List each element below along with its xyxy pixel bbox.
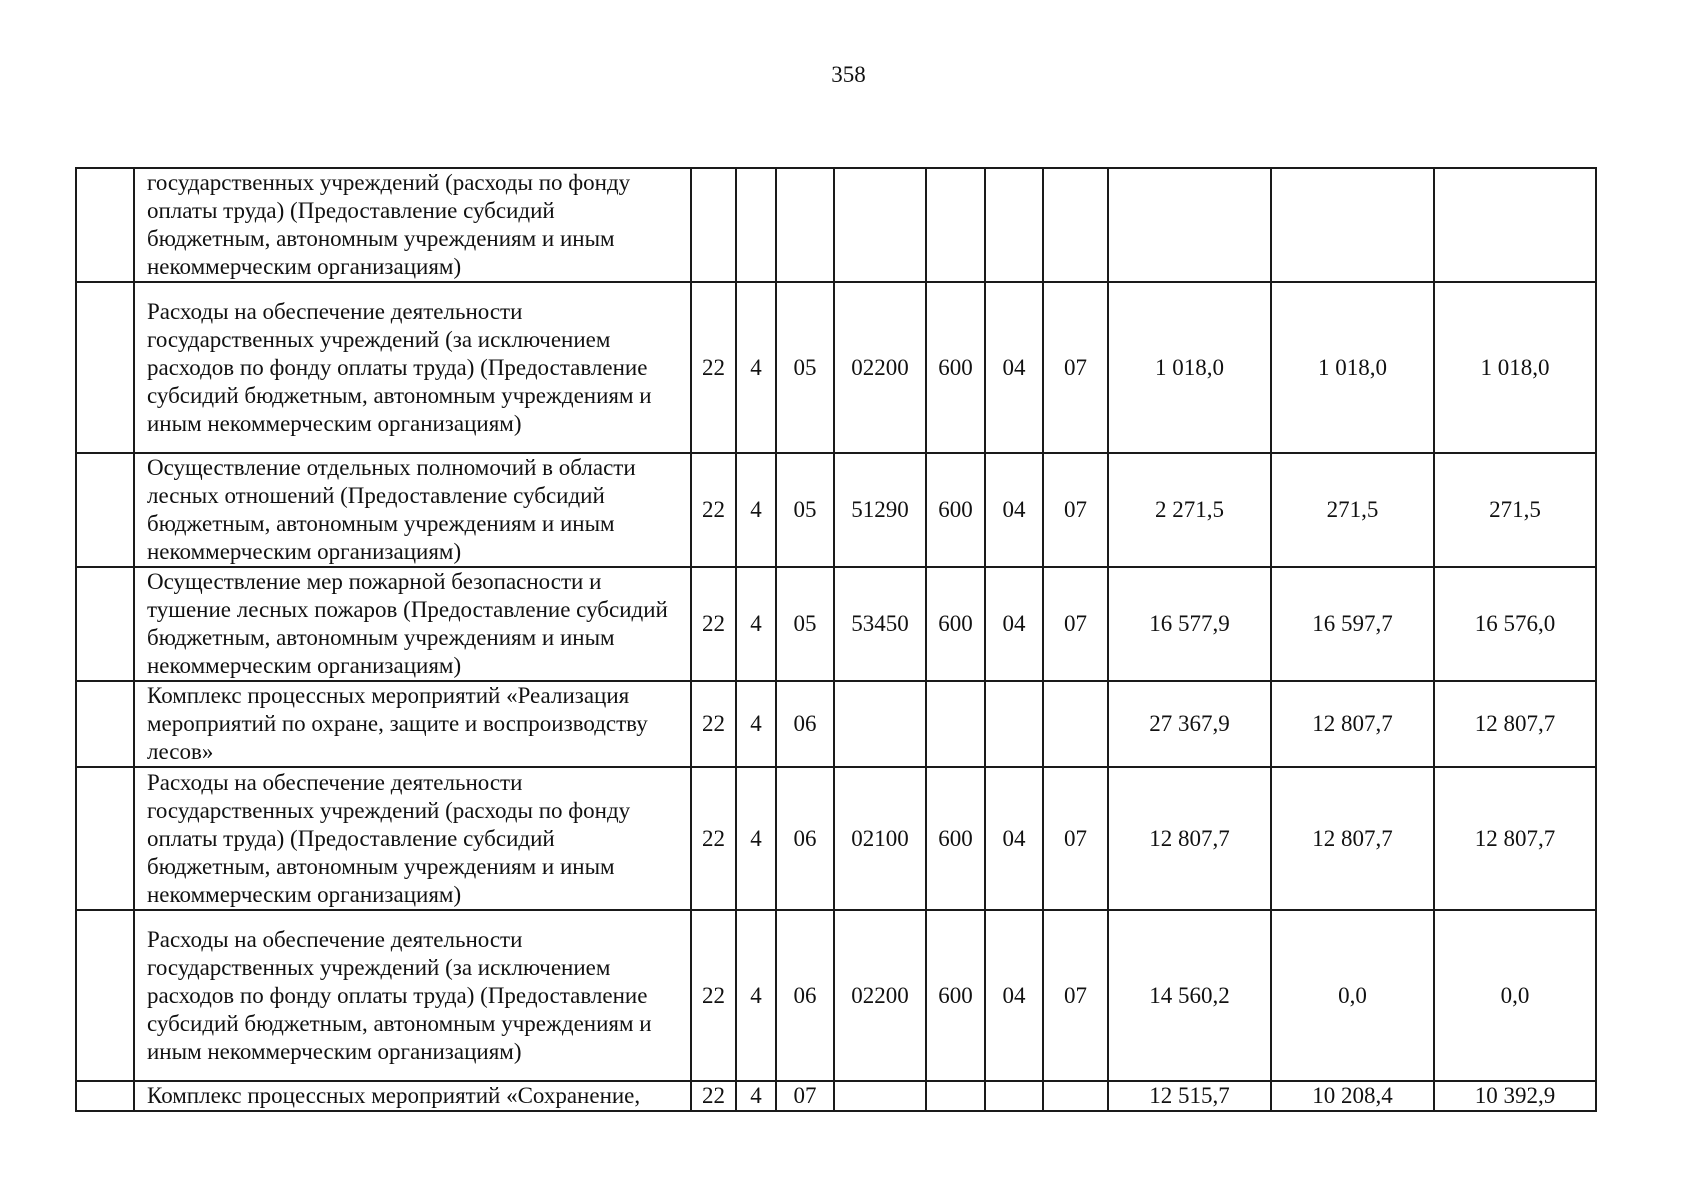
row-number-cell [76,681,134,767]
description-cell: государственных учреждений (расходы по фонду оплаты труда) (Предоставление субсидий бюджетным, автономным учреждениям и иным некоммерческим организациям) [134,168,691,282]
code-cell [985,681,1043,767]
code-cell [834,168,926,282]
code-cell: 22 [691,1081,736,1111]
table-row [76,1081,1596,1111]
table-row [76,681,1596,767]
code-cell: 600 [926,567,985,681]
code-cell: 22 [691,567,736,681]
code-cell: 04 [985,767,1043,910]
code-cell [834,1081,926,1111]
amount-cell: 10 392,9 [1434,1081,1596,1111]
amount-cell: 0,0 [1271,910,1434,1081]
code-cell: 22 [691,681,736,767]
code-cell: 4 [736,1081,776,1111]
description-cell: Расходы на обеспечение деятельности государственных учреждений (расходы по фонду оплаты труда) (Предоставление субсидий бюджетным, автономным учреждениям и иным некоммерческим организациям) [134,767,691,910]
code-cell: 53450 [834,567,926,681]
code-cell [1043,1081,1108,1111]
code-cell: 07 [1043,567,1108,681]
code-cell [926,681,985,767]
code-cell [1043,681,1108,767]
code-cell [691,168,736,282]
amount-cell [1271,168,1434,282]
code-cell: 600 [926,453,985,567]
code-cell: 4 [736,767,776,910]
code-cell: 04 [985,910,1043,1081]
page-number: 358 [831,62,866,87]
code-cell: 22 [691,910,736,1081]
row-number-cell [76,767,134,910]
table-row [76,910,1596,1081]
row-number-cell [76,168,134,282]
code-cell [834,681,926,767]
code-cell: 51290 [834,453,926,567]
code-cell: 4 [736,681,776,767]
code-cell [926,168,985,282]
code-cell [1043,168,1108,282]
description-cell: Комплекс процессных мероприятий «Сохранение, [134,1081,691,1111]
code-cell: 05 [776,453,834,567]
table-row [76,453,1596,567]
row-number-cell [76,910,134,1081]
code-cell: 600 [926,910,985,1081]
code-cell: 05 [776,282,834,453]
description-cell: Осуществление отдельных полномочий в области лесных отношений (Предоставление субсидий бюджетным, автономным учреждениям и иным некоммерческим организациям) [134,453,691,567]
table-row [76,282,1596,453]
code-cell: 600 [926,767,985,910]
code-cell: 07 [1043,282,1108,453]
description-cell: Расходы на обеспечение деятельности государственных учреждений (за исключением расходов по фонду оплаты труда) (Предоставление субсидий бюджетным, автономным учреждениям и иным некоммерческим организациям) [134,282,691,453]
code-cell: 06 [776,910,834,1081]
amount-cell: 16 597,7 [1271,567,1434,681]
table-row [76,567,1596,681]
amount-cell: 10 208,4 [1271,1081,1434,1111]
amount-cell: 271,5 [1434,453,1596,567]
code-cell: 07 [1043,910,1108,1081]
code-cell [736,168,776,282]
amount-cell: 12 807,7 [1434,681,1596,767]
row-number-cell [76,567,134,681]
table-row [76,168,1596,282]
amount-cell: 0,0 [1434,910,1596,1081]
amount-cell: 271,5 [1271,453,1434,567]
code-cell: 05 [776,567,834,681]
code-cell: 06 [776,681,834,767]
amount-cell: 27 367,9 [1108,681,1271,767]
amount-cell: 12 807,7 [1434,767,1596,910]
amount-cell [1108,168,1271,282]
code-cell: 02200 [834,910,926,1081]
amount-cell [1434,168,1596,282]
row-number-cell [76,453,134,567]
description-cell: Комплекс процессных мероприятий «Реализация мероприятий по охране, защите и воспроизводству лесов» [134,681,691,767]
amount-cell: 12 807,7 [1108,767,1271,910]
amount-cell: 16 576,0 [1434,567,1596,681]
amount-cell: 1 018,0 [1271,282,1434,453]
code-cell: 4 [736,567,776,681]
code-cell: 02100 [834,767,926,910]
amount-cell: 16 577,9 [1108,567,1271,681]
code-cell [985,1081,1043,1111]
code-cell: 02200 [834,282,926,453]
table-row [76,767,1596,910]
code-cell: 600 [926,282,985,453]
code-cell: 22 [691,767,736,910]
code-cell: 04 [985,282,1043,453]
code-cell: 4 [736,282,776,453]
amount-cell: 12 807,7 [1271,681,1434,767]
amount-cell: 12 515,7 [1108,1081,1271,1111]
code-cell: 22 [691,453,736,567]
code-cell: 04 [985,453,1043,567]
code-cell: 07 [1043,767,1108,910]
amount-cell: 14 560,2 [1108,910,1271,1081]
row-number-cell [76,282,134,453]
row-number-cell [76,1081,134,1111]
code-cell: 4 [736,453,776,567]
code-cell: 07 [776,1081,834,1111]
amount-cell: 2 271,5 [1108,453,1271,567]
code-cell: 06 [776,767,834,910]
description-cell: Осуществление мер пожарной безопасности и тушение лесных пожаров (Предоставление субсидий бюджетным, автономным учреждениям и иным некоммерческим организациям) [134,567,691,681]
description-cell: Расходы на обеспечение деятельности государственных учреждений (за исключением расходов по фонду оплаты труда) (Предоставление субсидий бюджетным, автономным учреждениям и иным некоммерческим организациям) [134,910,691,1081]
code-cell [776,168,834,282]
code-cell [926,1081,985,1111]
amount-cell: 1 018,0 [1108,282,1271,453]
code-cell: 4 [736,910,776,1081]
amount-cell: 12 807,7 [1271,767,1434,910]
code-cell [985,168,1043,282]
code-cell: 04 [985,567,1043,681]
amount-cell: 1 018,0 [1434,282,1596,453]
code-cell: 07 [1043,453,1108,567]
code-cell: 22 [691,282,736,453]
budget-table [75,167,1597,1112]
